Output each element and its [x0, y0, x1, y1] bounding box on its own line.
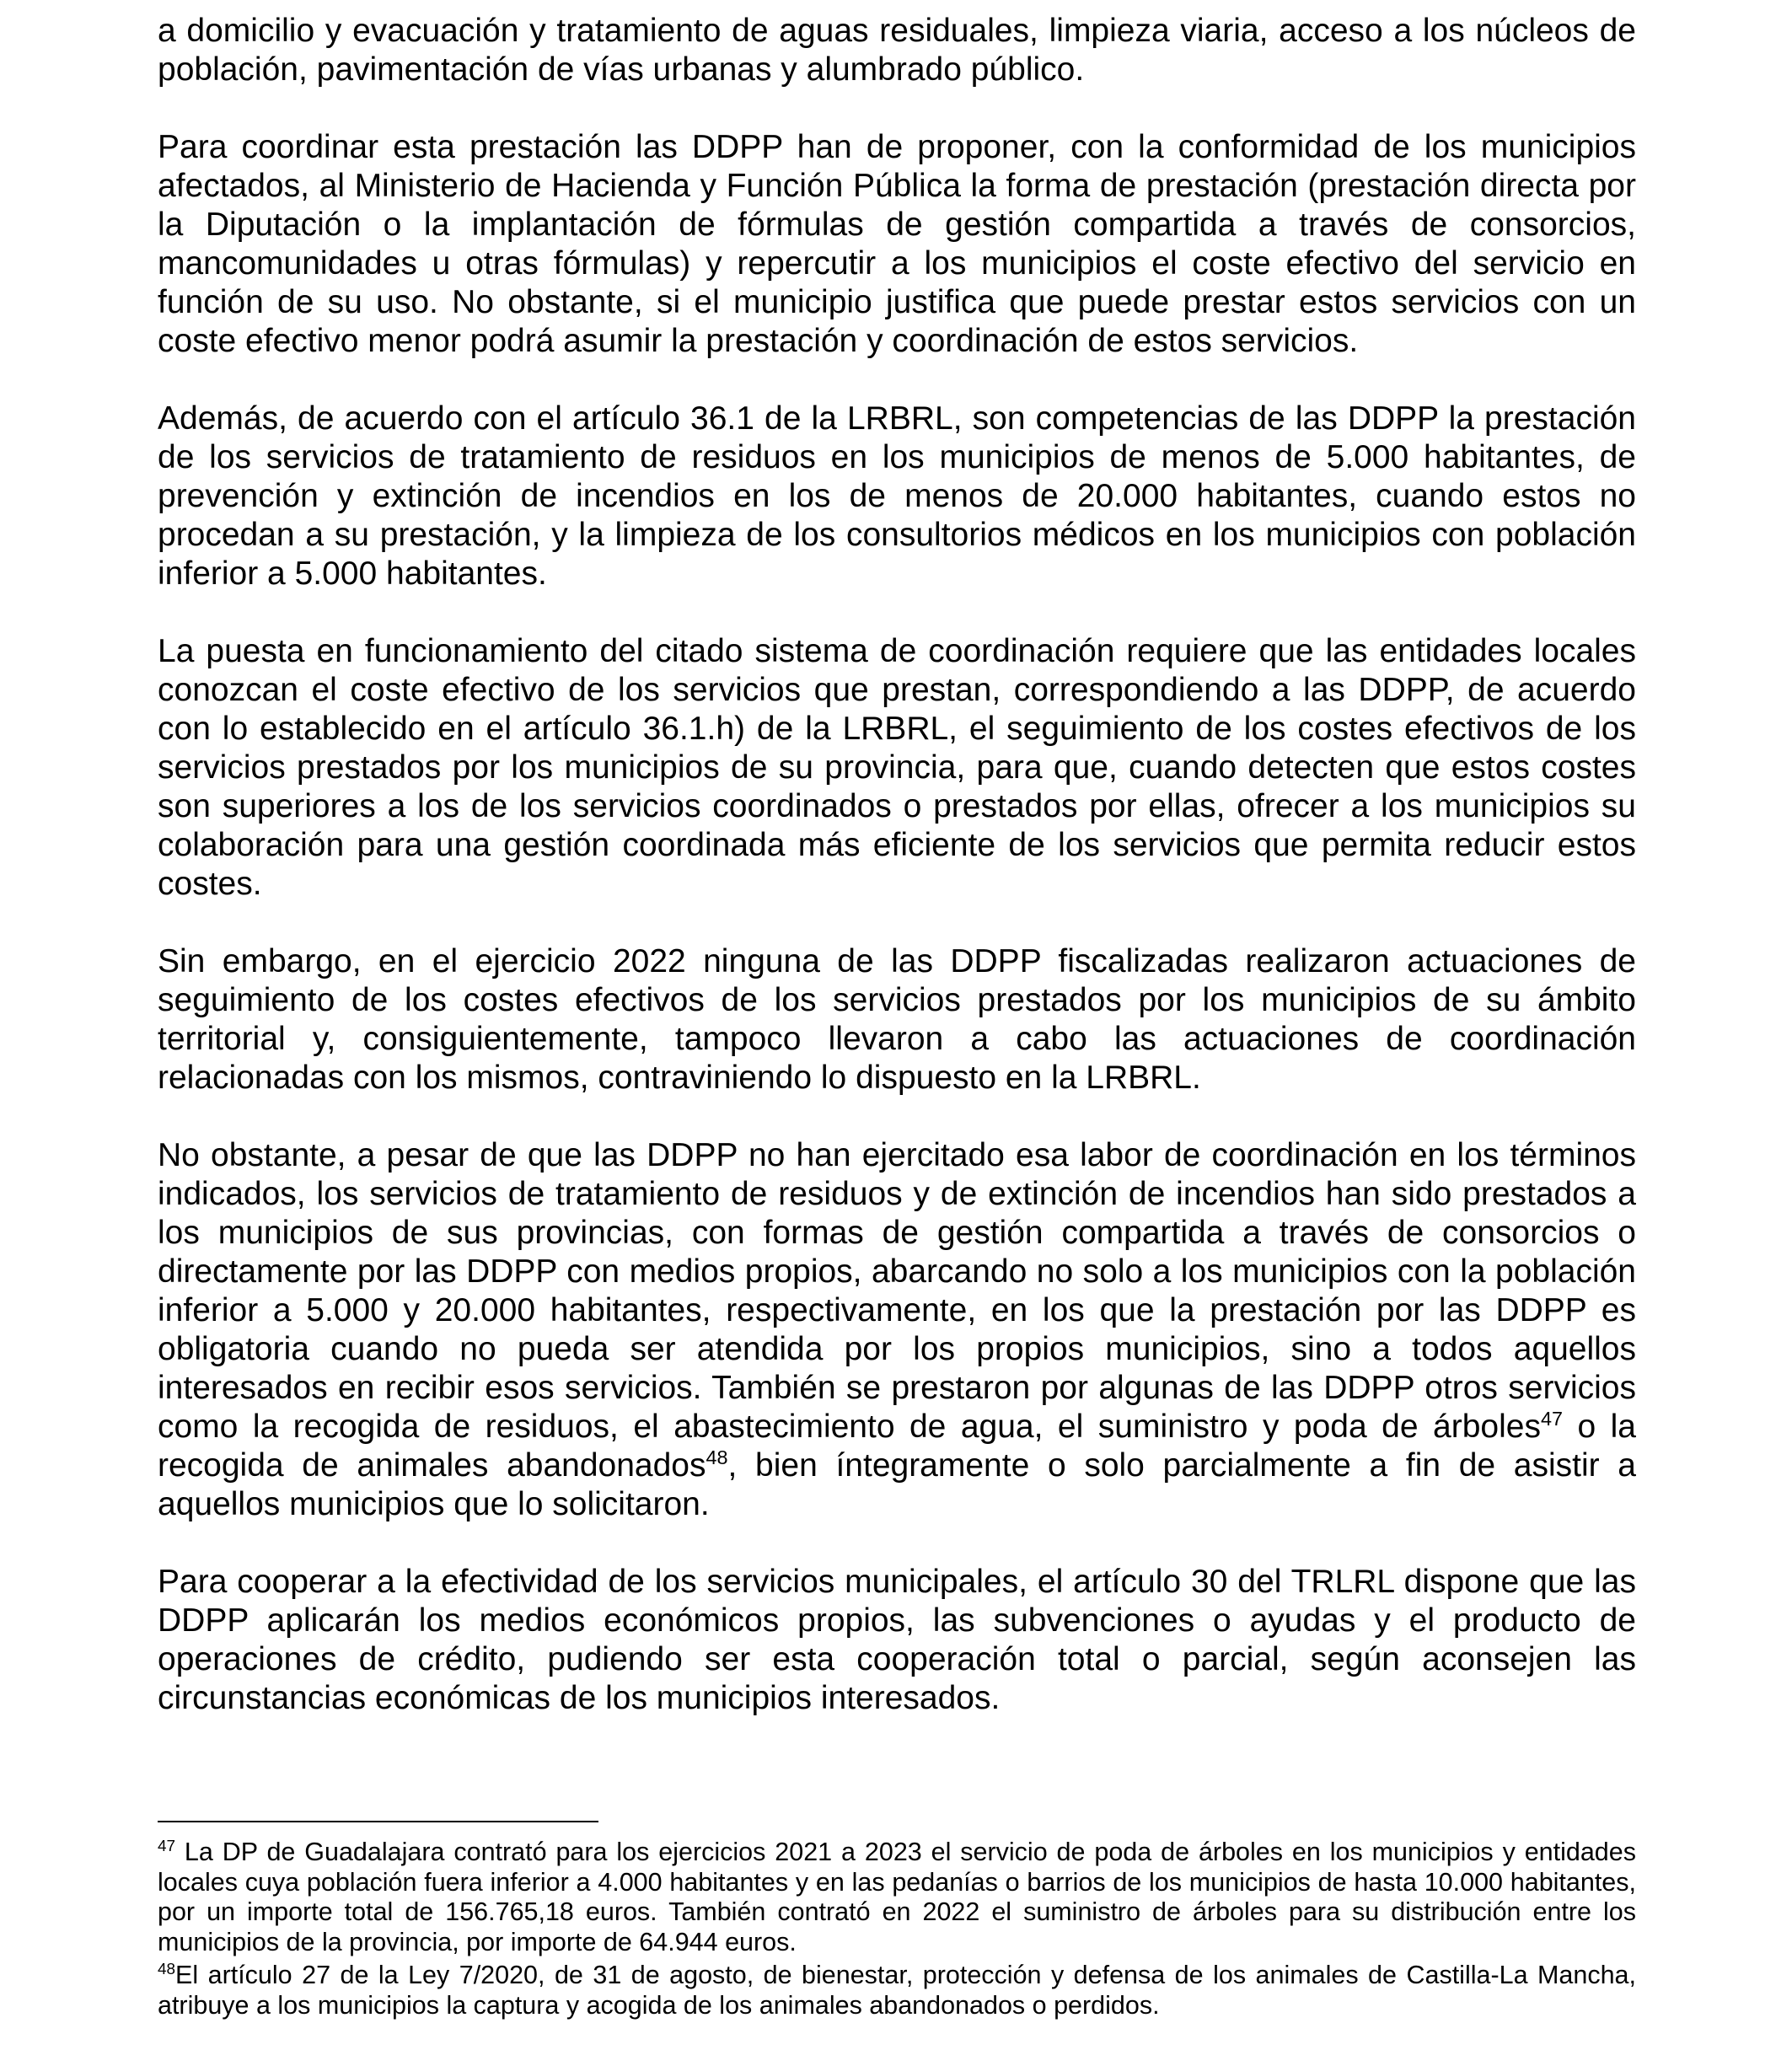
footnote-47-text: La DP de Guadalajara contrató para los ejercicios 2021 a 2023 el servicio de poda de árboles en los municipios y entidades locales cuya población fuera inferior a 4.000 habitantes y en las pedanías o barrios de los municipios de hasta 10.000 habitantes, por un importe total de 156.765,18 euros. También contrató en 2022 el suministro de árboles para su distribución entre los municipios de la provincia, por importe de 64.944 euros. [158, 1838, 1636, 1956]
footnote-48 [158, 1961, 1636, 2020]
footnote-separator [158, 1821, 598, 1822]
paragraph-3: Además, de acuerdo con el artículo 36.1 de la LRBRL, son competencias de las DDPP la prestación de los servicios de tratamiento de residuos en los municipios de menos de 5.000 habitantes, de prevención y extinción de incendios en los de menos de 20.000 habitantes, cuando estos no procedan a su prestación, y la limpieza de los consultorios médicos en los municipios con población inferior a 5.000 habitantes. [158, 400, 1636, 592]
footnote-48-text: El artículo 27 de la Ley 7/2020, de 31 de agosto, de bienestar, protección y defensa de los animales de Castilla-La Mancha, atribuye a los municipios la captura y acogida de los animales abandonados o perdidos. [158, 1961, 1636, 2020]
footnote-47 [158, 1838, 1636, 1957]
footnote-48-number: 48 [158, 1960, 176, 1978]
document-body [158, 12, 1636, 1757]
footnote-ref-48[interactable]: 48 [706, 1446, 728, 1468]
paragraph-6-part-b: o la recogida de animales abandonados [158, 1409, 1636, 1484]
paragraph-7: Para cooperar a la efectividad de los servicios municipales, el artículo 30 del TRLRL dispone que las DDPP aplicarán los medios económicos propios, las subvenciones o ayudas y el producto de operaciones de crédito, pudiendo ser esta cooperación total o parcial, según aconsejen las circunstancias económicas de los municipios interesados. [158, 1564, 1636, 1716]
paragraph-6-part-a: No obstante, a pesar de que las DDPP no han ejercitado esa labor de coordinación en los términos indicados, los servicios de tratamiento de residuos y de extinción de incendios han sido prestados a los municipios de sus provincias, con formas de gestión compartida a través de consorcios o directamente por las DDPP con medios propios, abarcando no solo a los municipios con la población inferior a 5.000 y 20.000 habitantes, respectivamente, en los que la prestación por las DDPP es obligatoria cuando no pueda ser atendida por los propios municipios, sino a todos aquellos interesados en recibir esos servicios. También se prestaron por algunas de las DDPP otros servicios como la recogida de residuos, el abastecimiento de agua, el suministro y poda de árboles [158, 1137, 1636, 1445]
paragraph-6 [158, 1136, 1636, 1524]
footnotes [158, 1838, 1636, 2024]
paragraph-5: Sin embargo, en el ejercicio 2022 ninguna de las DDPP fiscalizadas realizaron actuaciones de seguimiento de los costes efectivos de los servicios prestados por los municipios de su ámbito territorial y, consiguientemente, tampoco llevaron a cabo las actuaciones de coordinación relacionadas con los mismos, contraviniendo lo dispuesto en la LRBRL. [158, 943, 1636, 1096]
footnote-ref-47[interactable]: 47 [1540, 1408, 1563, 1430]
paragraph-6-part-c: , bien íntegramente o solo parcialmente a fin de asistir a aquellos municipios que lo solicitaron. [158, 1447, 1636, 1522]
footnote-47-number: 47 [158, 1837, 176, 1855]
paragraph-1: a domicilio y evacuación y tratamiento de aguas residuales, limpieza viaria, acceso a los núcleos de población, pavimentación de vías urbanas y alumbrado público. [158, 13, 1636, 88]
paragraph-4: La puesta en funcionamiento del citado sistema de coordinación requiere que las entidades locales conozcan el coste efectivo de los servicios que prestan, correspondiendo a las DDPP, de acuerdo con lo establecido en el artículo 36.1.h) de la LRBRL, el seguimiento de los costes efectivos de los servicios prestados por los municipios de su provincia, para que, cuando detecten que estos costes son superiores a los de los servicios coordinados o prestados por ellas, ofrecer a los municipios su colaboración para una gestión coordinada más eficiente de los servicios que permita reducir estos costes. [158, 633, 1636, 902]
paragraph-2: Para coordinar esta prestación las DDPP han de proponer, con la conformidad de los municipios afectados, al Ministerio de Hacienda y Función Pública la forma de prestación (prestación directa por la Diputación o la implantación de fórmulas de gestión compartida a través de consorcios, mancomunidades u otras fórmulas) y repercutir a los municipios el coste efectivo del servicio en función de su uso. No obstante, si el municipio justifica que puede prestar estos servicios con un coste efectivo menor podrá asumir la prestación y coordinación de estos servicios. [158, 129, 1636, 359]
